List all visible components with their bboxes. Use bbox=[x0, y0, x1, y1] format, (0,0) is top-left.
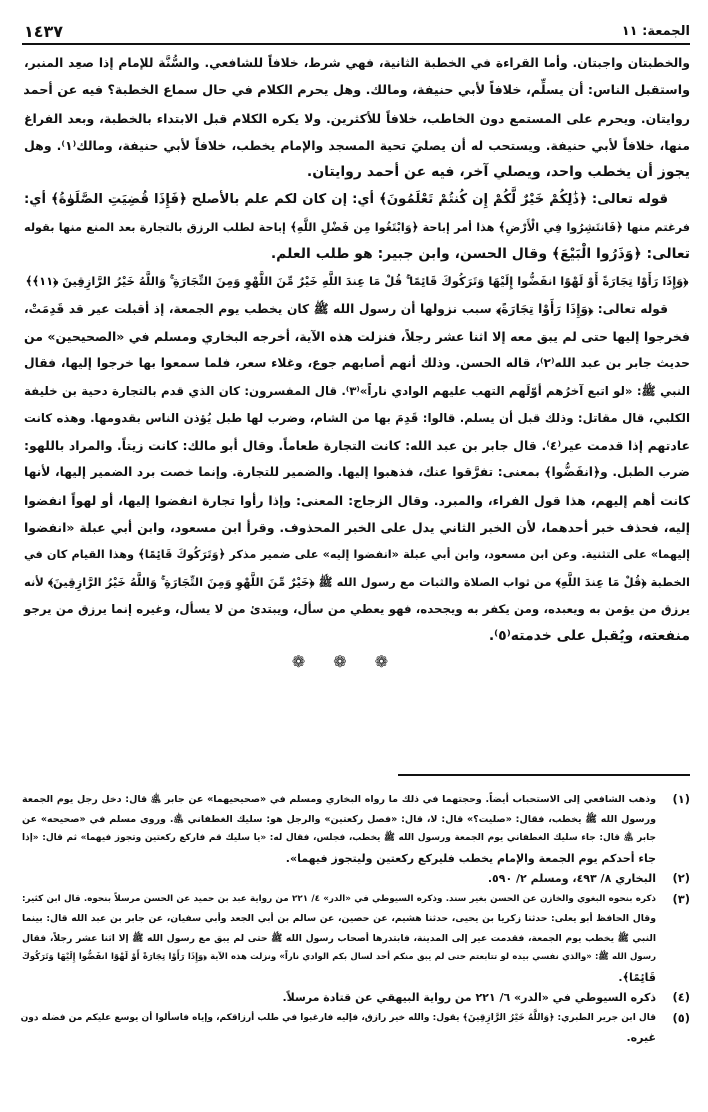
line-text: يجوز أن يخطب واحد، ويصلي آخر، فيه عن أحمد روايتان. bbox=[306, 164, 690, 181]
verse-lead: قوله تعالى: bbox=[597, 301, 668, 316]
footnote-body bbox=[22, 890, 656, 988]
footnote-body bbox=[22, 1009, 656, 1048]
footnote-number: (٤) bbox=[672, 990, 690, 1004]
line-text: ﴿وَإِذَا رَأَوْا تِجَارَةً﴾ سبب نزولها أن رسول الله ﷺ كان يخطب يوم الجمعة، إذ أقبلت عير قد قَدِمَتْ، bbox=[24, 301, 598, 316]
footnote bbox=[22, 1009, 690, 1048]
footnote-number: (٥) bbox=[672, 1010, 690, 1025]
footnote-line: ذكره بنحوه البغوي والخازن عن الحسن بغير سند. وذكره السيوطي في «الدر» ٤/ ٢٢١ من رواية عبد بن حميد عن الحسن مرسلاً بنحوه. قال ابن كثير: bbox=[22, 893, 656, 904]
line-text: ضرب الطبل. و﴿انفَضُّوا﴾ بمعنى: تفرَّقوا عنك، فذهبوا إليها. والضمير للتجارة. وإنما خصت برد الضمير إليها، لأنها bbox=[24, 465, 690, 480]
text-line bbox=[24, 432, 690, 459]
line-text: إليه، فحذف خبر أحدهما، لأن الخبر الثاني يدل على الخبر المحذوف. وقرأ ابن مسعود، وابن أبي عبلة «انفضوا bbox=[24, 520, 690, 536]
text-line bbox=[24, 459, 690, 486]
line-text: فرغتم منها ﴿فَانتَشِرُوا فِي الْأَرْضِ﴾ هذا أمر إباحة ﴿وَابْتَغُوا مِن فَضْلِ اللَّهِ﴾ إباحة لطلب الرزق بالتجارة بعد المنع منها بقوله bbox=[24, 220, 690, 234]
text-line bbox=[24, 159, 690, 186]
text-line bbox=[24, 77, 690, 104]
text-line bbox=[24, 132, 690, 159]
verse-lead: قوله تعالى: bbox=[591, 192, 668, 208]
text-line bbox=[24, 296, 690, 323]
footnote-line: النبي ﷺ يخطب يوم الجمعة، فقدمت عير إلى المدينة، فابتدرها أصحاب رسول الله ﷺ حتى لم يبق مع رسول الله ﷺ إلا اثنا عشر رجلاً، فقال bbox=[22, 932, 656, 944]
footnote-line: البخاري ٨/ ٤٩٣، ومسلم ٢/ ٥٩٠. bbox=[487, 872, 656, 885]
footnote-line: ورسول الله ﷺ يخطب، فقال: «صليت؟» قال: لا، قال: «فصل ركعتين» والرجل هو: سليك الغطفاني ﵁. وروى مسلم في «صحيحه» عن bbox=[22, 813, 656, 825]
line-text: عادتهم إذا قدمت عير⁽٤⁾. قال جابر بن عبد الله: كانت التجارة طعاماً. وقال أبو مالك: كانت زيتاً. والمراد باللهو: bbox=[24, 438, 690, 454]
footnote-line: قَائِمًا﴾. bbox=[618, 970, 656, 984]
text-line bbox=[24, 514, 690, 541]
line-text: فخرجوا إليها حتى لم يبق معه إلا اثنا عشر رجلاً، فنزلت هذه الآية، أخرجه البخاري ومسلم في «الصحيحين» من bbox=[24, 328, 690, 344]
footnote bbox=[22, 869, 690, 889]
text-line bbox=[24, 350, 690, 377]
main-text bbox=[24, 50, 690, 651]
footnote bbox=[22, 790, 690, 868]
page-number: ١٤٣٧ bbox=[24, 22, 64, 41]
footnote-body bbox=[22, 988, 656, 1008]
line-text: تعالى: ﴿وَذَرُوا الْبَيْعَ﴾ وقال الحسن، وابن جبير: هو طلب العلم. bbox=[270, 246, 690, 263]
footnote-body bbox=[22, 869, 656, 889]
text-line bbox=[24, 569, 690, 596]
text-line bbox=[24, 214, 690, 241]
text-line bbox=[24, 487, 690, 514]
text-line bbox=[24, 405, 690, 432]
footnote bbox=[22, 890, 690, 988]
text-line bbox=[24, 378, 690, 405]
footnote-rule bbox=[398, 774, 690, 776]
line-text: حديث جابر بن عبد الله⁽٢⁾، قاله الحسن. وذلك أنهم أصابهم جوع، وغلاء سعر، فلما سمعوا بها خرجوا إليها، فقال bbox=[24, 356, 690, 371]
header-rule bbox=[22, 43, 690, 45]
line-text: كانت أهم إليهم، هذا قول الفراء، والمبرد. وقال الزجاج: المعنى: وإذا رأوا تجارة انفضوا إليها، أو لهواً انفضوا bbox=[24, 492, 690, 508]
line-text: إليهما» على التثنية. وعن ابن مسعود، وابن أبي عبلة «انفضوا إليه» على ضمير مذكر ﴿وَتَرَكُوكَ قَائِمًا﴾ وهذا القيام كان في bbox=[24, 548, 690, 562]
footnote-line: جابر ﵁ قال: جاء سليك الغطفاني يوم الجمعة ورسول الله ﷺ يخطب، فجلس، فقال له: «يا سليك قم فاركع ركعتين وتجوز فيهما» ثم قال: «إذا bbox=[22, 833, 656, 843]
footnote-line: جاء أحدكم يوم الجمعة والإمام يخطب فليركع ركعتين وليتجوز فيهما». bbox=[285, 851, 656, 865]
footnote-line: قال ابن جرير الطبري: ﴿وَاللَّهُ خَيْرُ الرَّازِقِينَ﴾ يقول: والله خير رازق، فإليه فارغبوا في طلب أرزاقكم، وإياه فاسألوا أن يوسع عليكم من فضله دون bbox=[20, 1012, 656, 1023]
line-text: ﴿ذَٰلِكُمْ خَيْرٌ لَّكُمْ إِن كُنتُمْ تَعْلَمُونَ﴾ أي: إن كان لكم علم بالأصلح ﴿فَإِذَا قُضِيَتِ الصَّلَوٰةُ﴾ أي: bbox=[24, 192, 592, 208]
footnote-number: (٢) bbox=[672, 871, 690, 885]
text-line bbox=[24, 105, 690, 132]
line-text: الخطبة ﴿قُلْ مَا عِندَ اللَّهِ﴾ من ثواب الصلاة والثبات مع رسول الله ﷺ ﴿خَيْرٌ مِّنَ اللَّهْوِ وَمِنَ التِّجَارَةِ ۚ وَاللَّهُ خَيْرُ الرَّازِقِينَ﴾ لأنه bbox=[24, 574, 690, 589]
footnote-line: ذكره السيوطي في «الدر» ٦/ ٢٢١ من رواية البيهقي عن قتادة مرسلاً. bbox=[282, 991, 656, 1004]
footnote-body bbox=[22, 790, 656, 868]
footnote-line: وقال الحافظ أبو يعلى: حدثنا زكريا بن يحيى، حدثنا هشيم، عن حصين، عن سالم بن أبي الجعد وأبي سفيان، عن جابر بن عبد الله قال: بينما bbox=[22, 913, 656, 924]
footnotes bbox=[22, 790, 690, 1049]
running-header bbox=[24, 22, 690, 42]
section-separator-ornament: ❁❁❁ bbox=[291, 652, 417, 671]
line-text: النبي ﷺ: «لو اتبع آخرُهم أوّلَهم التهب عليهم الوادي ناراً»⁽٣⁾. قال المفسرون: كان الذي قدم بالتجارة دحية بن خليفة bbox=[24, 383, 690, 398]
text-line bbox=[24, 623, 690, 650]
footnote-line: رسول الله ﷺ: «والذي نفسي بيده لو تتابعتم حتى لم يبق منكم أحد لسال بكم الوادي ناراً» ونزلت هذه الآية ﴿وَإِذَا رَأَوْا تِجَارَةً أَوْ لَهْوًا انفَضُّوا إِلَيْهَا وَتَرَكُوكَ bbox=[22, 952, 656, 962]
line-text: والخطبتان واجبتان. وأما القراءة في الخطبة الثانية، فهي شرط، خلافاً للشافعي. والسُّنَّة للإمام إذا صعِد المنبر، bbox=[24, 56, 690, 70]
footnote-number: (١) bbox=[672, 792, 690, 806]
text-line bbox=[24, 541, 690, 568]
text-line bbox=[24, 596, 690, 623]
text-line bbox=[24, 50, 690, 77]
line-text: روايتان. ويحرم على المستمع دون الخاطب، خلافاً للأكثرين. ولا يكره الكلام قبل الابتداء بالخطبة، وبعد الفراغ bbox=[24, 110, 690, 126]
line-text: يرزق من يؤمن به ويعبده، ومن يكفر به ويجحده، فهو يعطي من سأل، ويبتدئ من لا يسأل، وغيره إنما يرزق من يرجو bbox=[24, 601, 690, 616]
line-text: واستقبل الناس: أن يسلِّم، خلافاً لأبي حنيفة، ومالك. وهل يحرم الكلام في حال سماع الخطبة؟ فيه عن أحمد bbox=[23, 83, 690, 99]
line-text: منها، خلافاً لأبي حنيفة. ويستحب له أن يصليَ تحية المسجد والإمام يخطب، خلافاً لأبي حنيفة، ومالك⁽١⁾. وهل bbox=[24, 137, 690, 153]
surah-reference: الجمعة: ١١ bbox=[621, 24, 690, 39]
footnote-line: وذهب الشافعي إلى الاستحباب أيضاً. وحجتهما في ذلك ما رواه البخاري ومسلم في «صحيحيهما» عن جابر ﵁ قال: دخل رجل يوم الجمعة bbox=[22, 794, 656, 805]
quran-verse: ﴿وَإِذَا رَأَوْا تِجَارَةً أَوْ لَهْوًا انفَضُّوا إِلَيْهَا وَتَرَكُوكَ قَائِمًا ۚ قُلْ مَا عِندَ اللَّهِ خَيْرٌ مِّنَ اللَّهْوِ وَمِنَ التِّجَارَةِ ۚ وَاللَّهُ خَيْرُ الرَّازِقِينَ ﴿١١﴾﴾ bbox=[25, 274, 689, 289]
text-line bbox=[24, 323, 690, 350]
line-text: منفعته، ويُقبل على خدمته⁽٥⁾. bbox=[488, 628, 690, 645]
line-text: الكلبي، قال مقاتل: وذلك قبل أن يسلم. قالوا: قَدِمَ بها من الشام، وضرب لها طبل يُؤذن الناس بقدومها. وهذه كانت bbox=[24, 410, 690, 425]
text-line bbox=[24, 241, 690, 268]
footnote-line: غيره. bbox=[626, 1031, 656, 1044]
footnote-number: (٣) bbox=[672, 891, 690, 906]
footnote bbox=[22, 988, 690, 1008]
text-line bbox=[24, 186, 690, 213]
